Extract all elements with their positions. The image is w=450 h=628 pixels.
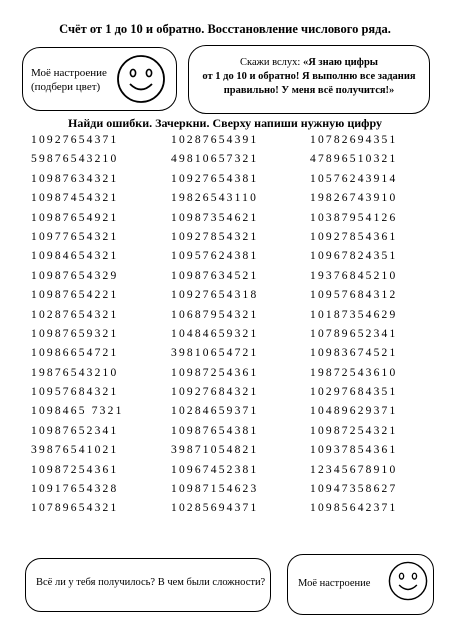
number-row: 10967452381: [171, 463, 259, 476]
number-row: 10987354621: [171, 211, 259, 224]
number-row: 10987454321: [31, 192, 119, 205]
number-row: 10387954126: [310, 211, 398, 224]
number-row: 10987254361: [31, 463, 119, 476]
number-row: 10987634521: [171, 269, 259, 282]
number-row: 10987654221: [31, 289, 119, 302]
mood-label-line1: Моё настроение: [31, 67, 107, 79]
number-row: 49810657321: [171, 153, 259, 166]
number-row: 10987154623: [171, 483, 259, 496]
number-row: 19872543610: [310, 366, 398, 379]
number-row: 10987652341: [31, 424, 119, 437]
say-aloud-text: [193, 56, 425, 98]
number-row: 10947358627: [310, 483, 398, 496]
number-row: 10484659321: [171, 327, 259, 340]
number-row: 10927854361: [310, 230, 398, 243]
number-row: 10987659321: [31, 327, 119, 340]
number-row: 10917654328: [31, 483, 119, 496]
number-row: 59876543210: [31, 153, 119, 166]
number-row: 10287654321: [31, 308, 119, 321]
number-row: 10687954321: [171, 308, 259, 321]
smiley-face-icon: [387, 560, 429, 602]
number-row: 10987254361: [171, 366, 259, 379]
number-row: 10987634321: [31, 172, 119, 185]
number-row: 10937854361: [310, 444, 398, 457]
number-row: 10977654321: [31, 230, 119, 243]
number-row: 10187354629: [310, 308, 398, 321]
number-row: 10927654381: [171, 172, 259, 185]
mood-label-bottom: Моё настроение: [298, 578, 371, 589]
number-row: 19826743910: [310, 192, 398, 205]
number-column-2: [171, 131, 258, 519]
mood-label: [31, 66, 107, 94]
mood-box-top: [22, 47, 177, 111]
number-row: 39876541021: [31, 444, 119, 457]
number-row: 10782694351: [310, 134, 398, 146]
number-row: 10986654721: [31, 347, 119, 360]
say-line1: «Я знаю цифры: [302, 57, 378, 68]
number-row: 10987654381: [171, 424, 259, 437]
say-line2: от 1 до 10 и обратно! Я выполню все задания: [202, 71, 416, 82]
number-row: 10987654329: [31, 269, 119, 282]
say-intro: Скажи вслух:: [240, 57, 303, 68]
number-row: 10984654321: [31, 250, 119, 263]
number-row: 47896510321: [310, 153, 398, 166]
number-row: 10285694371: [171, 502, 259, 515]
number-row: 10985642371: [310, 502, 398, 515]
number-row: 10927654371: [31, 134, 119, 146]
number-row: 10927654318: [171, 289, 259, 302]
number-row: 19876543210: [31, 366, 119, 379]
number-row: 10489629371: [310, 405, 398, 418]
mood-box-bottom: [287, 554, 434, 615]
number-row: 10576243914: [310, 172, 398, 185]
number-row: 10297684351: [310, 386, 398, 399]
reflection-question: Всё ли у тебя получилось? В чем были сложности?: [36, 577, 266, 588]
number-row: 10983674521: [310, 347, 398, 360]
number-row: 10927684321: [171, 386, 259, 399]
number-row: 10957684321: [31, 386, 119, 399]
number-row: 12345678910: [310, 463, 398, 476]
number-row: 10957684312: [310, 289, 398, 302]
say-aloud-box: [188, 45, 430, 114]
number-column-1: [31, 131, 124, 519]
mood-label-line2: (подбери цвет): [31, 81, 101, 93]
number-row: 10287654391: [171, 134, 259, 146]
number-row: 10789652341: [310, 327, 398, 340]
task-instruction: Найди ошибки. Зачеркни. Сверху напиши нужную цифру: [68, 116, 382, 130]
number-row: 10789654321: [31, 502, 119, 515]
number-row: 10957624381: [171, 250, 259, 263]
number-row: 19826543110: [171, 192, 259, 205]
number-row: 10927854321: [171, 230, 259, 243]
number-row: 10284659371: [171, 405, 259, 418]
number-row: 39871054821: [171, 444, 259, 457]
number-row: 1098465 7321: [31, 405, 124, 418]
reflection-box: [25, 558, 271, 612]
page-title: Счёт от 1 до 10 и обратно. Восстановление числового ряда.: [59, 22, 391, 36]
number-row: 10987254321: [310, 424, 398, 437]
number-row: 10987654921: [31, 211, 119, 224]
say-line3: правильно! У меня всё получится!»: [223, 85, 395, 96]
number-column-3: [310, 131, 397, 519]
number-row: 10967824351: [310, 250, 398, 263]
number-row: 39810654721: [171, 347, 259, 360]
number-row: 19376845210: [310, 269, 398, 282]
smiley-face-icon: [115, 53, 167, 105]
